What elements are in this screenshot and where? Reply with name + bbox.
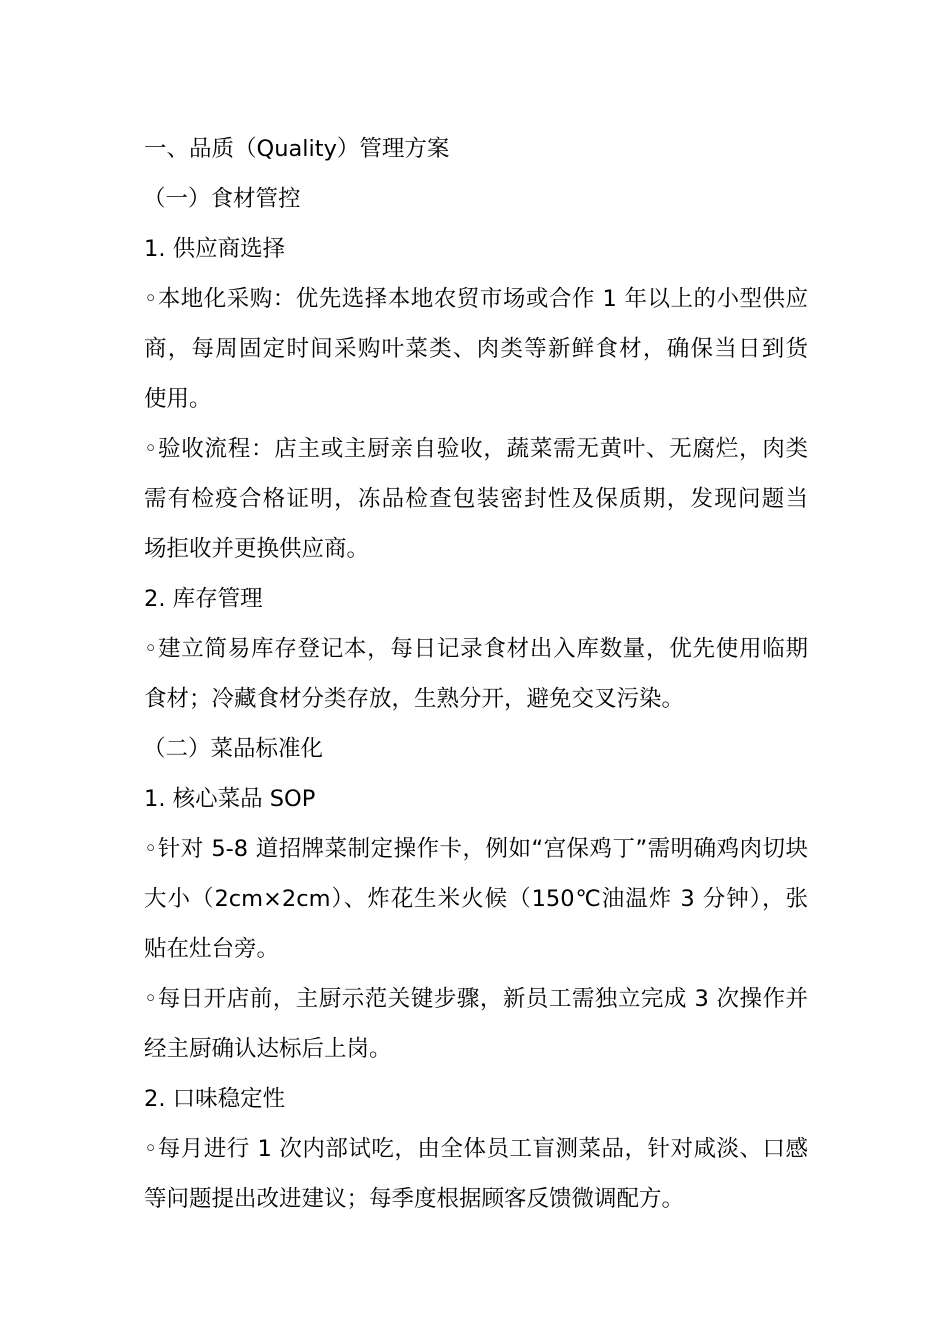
paragraph-line: 经主厨确认达标后上岗。 <box>144 1036 392 1062</box>
section-title-dish-standardization: （二）菜品标准化 <box>143 736 324 762</box>
bullet-daily-demonstration <box>144 974 808 1074</box>
subsection-title-core-sop: 1. 核心菜品 SOP <box>144 786 316 812</box>
paragraph-line: 大小（2cm×2cm）、炸花生米火候（150℃油温炸 3 分钟），张 <box>144 886 808 912</box>
paragraph-line: 需有检疫合格证明，冻品检查包装密封性及保质期，发现问题当 <box>144 486 808 512</box>
bullet-inventory-log <box>144 624 808 724</box>
subsection-title-supplier-selection: 1. 供应商选择 <box>144 236 286 262</box>
paragraph-line: 等问题提出改进建议；每季度根据顾客反馈微调配方。 <box>144 1186 685 1212</box>
paragraph-line: 商，每周固定时间采购叶菜类、肉类等新鲜食材，确保当日到货 <box>144 336 808 362</box>
paragraph-line: ◦针对 5-8 道招牌菜制定操作卡，例如“宫保鸡丁”需明确鸡肉切块 <box>144 836 808 862</box>
paragraph-line: 食材；冷藏食材分类存放，生熟分开，避免交叉污染。 <box>144 686 685 712</box>
section-title-food-control: （一）食材管控 <box>143 186 301 212</box>
document-heading: 一、品质（Quality）管理方案 <box>144 136 450 162</box>
subsection-title-taste-stability: 2. 口味稳定性 <box>144 1086 286 1112</box>
paragraph-line: ◦本地化采购：优先选择本地农贸市场或合作 1 年以上的小型供应 <box>144 286 808 312</box>
bullet-acceptance-process <box>144 424 808 574</box>
subsection-title-inventory: 2. 库存管理 <box>144 586 263 612</box>
bullet-signature-dish-cards <box>144 824 808 974</box>
paragraph-line: ◦验收流程：店主或主厨亲自验收，蔬菜需无黄叶、无腐烂，肉类 <box>144 436 808 462</box>
paragraph-line: ◦每日开店前，主厨示范关键步骤，新员工需独立完成 3 次操作并 <box>144 986 808 1012</box>
bullet-local-procurement <box>144 274 808 424</box>
paragraph-line: ◦每月进行 1 次内部试吃，由全体员工盲测菜品，针对咸淡、口感 <box>144 1136 808 1162</box>
paragraph-line: 使用。 <box>144 386 212 412</box>
document-body <box>144 124 808 1224</box>
paragraph-line: 场拒收并更换供应商。 <box>144 536 370 562</box>
paragraph-line: ◦建立简易库存登记本，每日记录食材出入库数量，优先使用临期 <box>144 636 808 662</box>
bullet-monthly-tasting <box>144 1124 808 1224</box>
paragraph-line: 贴在灶台旁。 <box>144 936 280 962</box>
